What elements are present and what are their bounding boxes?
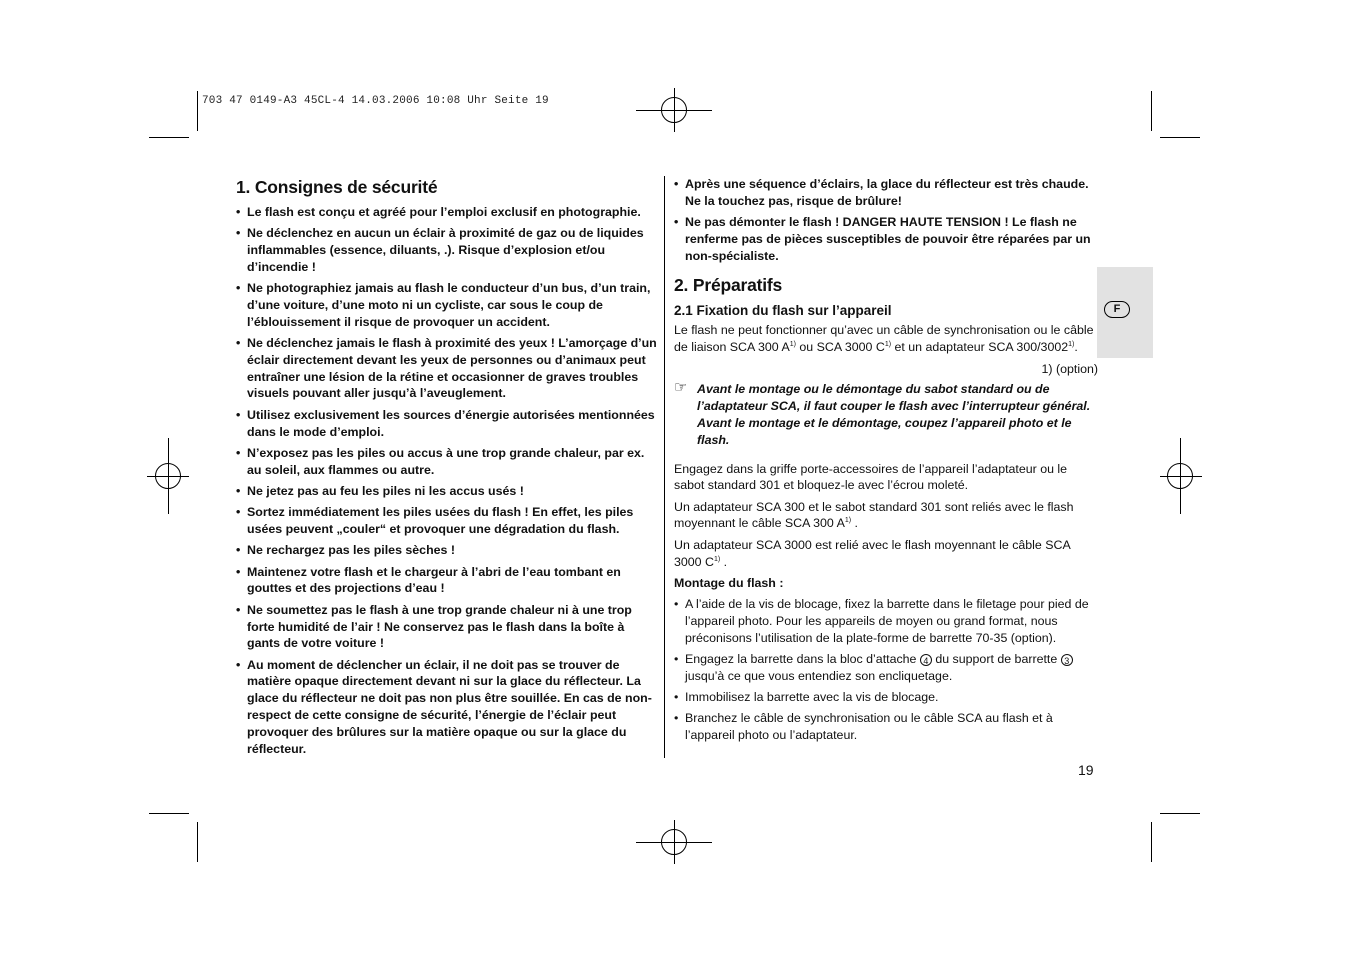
list-item: • A l’aide de la vis de blocage, fixez la barrette dans le filetage pour pied de l’appareil photo. Pour les appareils de moyen ou grand format, nous préconisons l’utilisation de la plate-forme de barrette 70-35 (option). (674, 596, 1098, 646)
list-item: • Immobilisez la barrette avec la vis de blocage. (674, 689, 1098, 706)
list-item: • Ne rechargez pas les piles sèches ! (236, 542, 660, 559)
mount-steps-list (674, 596, 1098, 744)
list-item: • Après une séquence d’éclairs, la glace du réflecteur est très chaude. Ne la touchez pas, risque de brûlure! (674, 176, 1098, 210)
list-item: • Ne déclenchez en aucun un éclair à proximité de gaz ou de liquides inflammables (essence, diluants, .). Risque d’explosion et/ou d’incendie ! (236, 225, 660, 275)
safety-list (236, 204, 660, 757)
list-item: • Branchez le câble de synchronisation ou le câble SCA au flash et à l’appareil photo ou l’adaptateur. (674, 710, 1098, 744)
list-item: • Engagez la barrette dans la bloc d’attache 4 du support de barrette 3 jusqu’à ce que vous entendiez son encliquetage. (674, 651, 1098, 685)
paragraph: Un adaptateur SCA 300 et le sabot standard 301 sont reliés avec le flash moyennant le câble SCA 300 A$^{1)}$ . (674, 499, 1074, 531)
crop-mark (197, 822, 198, 862)
crop-mark (1151, 822, 1152, 862)
note-text: Avant le montage ou le démontage du sabot standard ou de l’adaptateur SCA, il faut couper le flash avec l’interrupteur général. Avant le montage et le démontage, coupez l’appareil photo et le flash. (697, 382, 1091, 447)
warning-note (674, 381, 1098, 448)
crop-mark (1151, 91, 1152, 131)
list-item: • Ne pas démonter le flash ! DANGER HAUTE TENSION ! Le flash ne renferme pas de pièces susceptibles de pouvoir être réparées par un non-spécialiste. (674, 214, 1098, 264)
footnote: 1) (option) (1041, 361, 1098, 376)
language-badge: F (1104, 301, 1130, 318)
paragraph: Engagez dans la griffe porte-accessoires de l’appareil l’adaptateur ou le sabot standard 301 et bloquez-le avec l’écrou moleté. (674, 461, 1068, 493)
list-item: • Utilisez exclusivement les sources d’énergie autorisées mentionnées dans le mode d’emploi. (236, 407, 660, 441)
section-title-safety: 1. Consignes de sécurité (236, 177, 438, 197)
list-item: • Au moment de déclencher un éclair, il ne doit pas se trouver de matière opaque directement devant ni sur la glace du réflecteur. La glace du réflecteur ne doit pas non plus être souillée. En cas de non-respect de cette consigne de sécurité, l’énergie de l’éclair peut provoquer des brûlures sur la matière opaque ou sur la glace du réflecteur. (236, 657, 660, 758)
column-divider (664, 176, 665, 758)
list-item: • Le flash est conçu et agréé pour l’emploi exclusif en photographie. (236, 204, 660, 221)
callout-number: 3 (1061, 654, 1073, 666)
crop-mark (1160, 813, 1200, 814)
page-number: 19 (1078, 762, 1094, 778)
safety-list-continued (674, 176, 1098, 264)
print-info-line: 703 47 0149-A3 45CL-4 14.03.2006 10:08 Uhr Seite 19 (202, 95, 549, 107)
mount-heading: Montage du flash : (674, 575, 784, 590)
callout-number: 4 (920, 654, 932, 666)
paragraph: Un adaptateur SCA 3000 est relié avec le flash moyennant le câble SCA 3000 C$^{1)}$ . (674, 537, 1071, 569)
list-item: • N’exposez pas les piles ou accus à une trop grande chaleur, par ex. au soleil, aux flammes ou autre. (236, 445, 660, 479)
list-item: • Ne jetez pas au feu les piles ni les accus usés ! (236, 483, 660, 500)
list-item: • Ne soumettez pas le flash à une trop grande chaleur ni à une trop forte humidité de l’air ! Ne conservez pas le flash dans la boîte à gants de votre voiture ! (236, 602, 660, 652)
crop-mark (1160, 137, 1200, 138)
subsection-title-mounting: 2.1 Fixation du flash sur l’appareil (674, 303, 892, 319)
list-item: • Ne photographiez jamais au flash le conducteur d’un bus, d’un train, d’une voiture, d’une moto ni un cycliste, car sous le coup de l’éblouissement il risque de provoquer un accident. (236, 280, 660, 330)
crop-mark (149, 137, 189, 138)
crop-mark (197, 91, 198, 131)
list-item: • Sortez immédiatement les piles usées du flash ! En effet, les piles usées peuvent „couler“ et provoquer une dégradation du flash. (236, 504, 660, 538)
list-item: • Maintenez votre flash et le chargeur à l’abri de l’eau tombant en gouttes et des projections d’eau ! (236, 564, 660, 598)
intro-paragraph: Le flash ne peut fonctionner qu’avec un câble de synchronisation ou le câble de liaison SCA 300 A$^{1)}$ ou SCA 3000 C$^{1)}$ et un adaptateur SCA 300/3002$^{1)}$. (674, 323, 1094, 355)
list-item: • Ne déclenchez jamais le flash à proximité des yeux ! L’amorçage d’un éclair directement devant les yeux de personnes ou d’animaux peut entraîner une lésion de la rétine et occasionner de graves troubles visuels pouvant aller jusqu’à l’aveuglement. (236, 335, 660, 402)
left-column (236, 176, 660, 762)
pointing-hand-icon: ☞ (674, 379, 688, 397)
section-title-preparation: 2. Préparatifs (674, 275, 783, 296)
right-column (674, 176, 1098, 749)
crop-mark (149, 813, 189, 814)
